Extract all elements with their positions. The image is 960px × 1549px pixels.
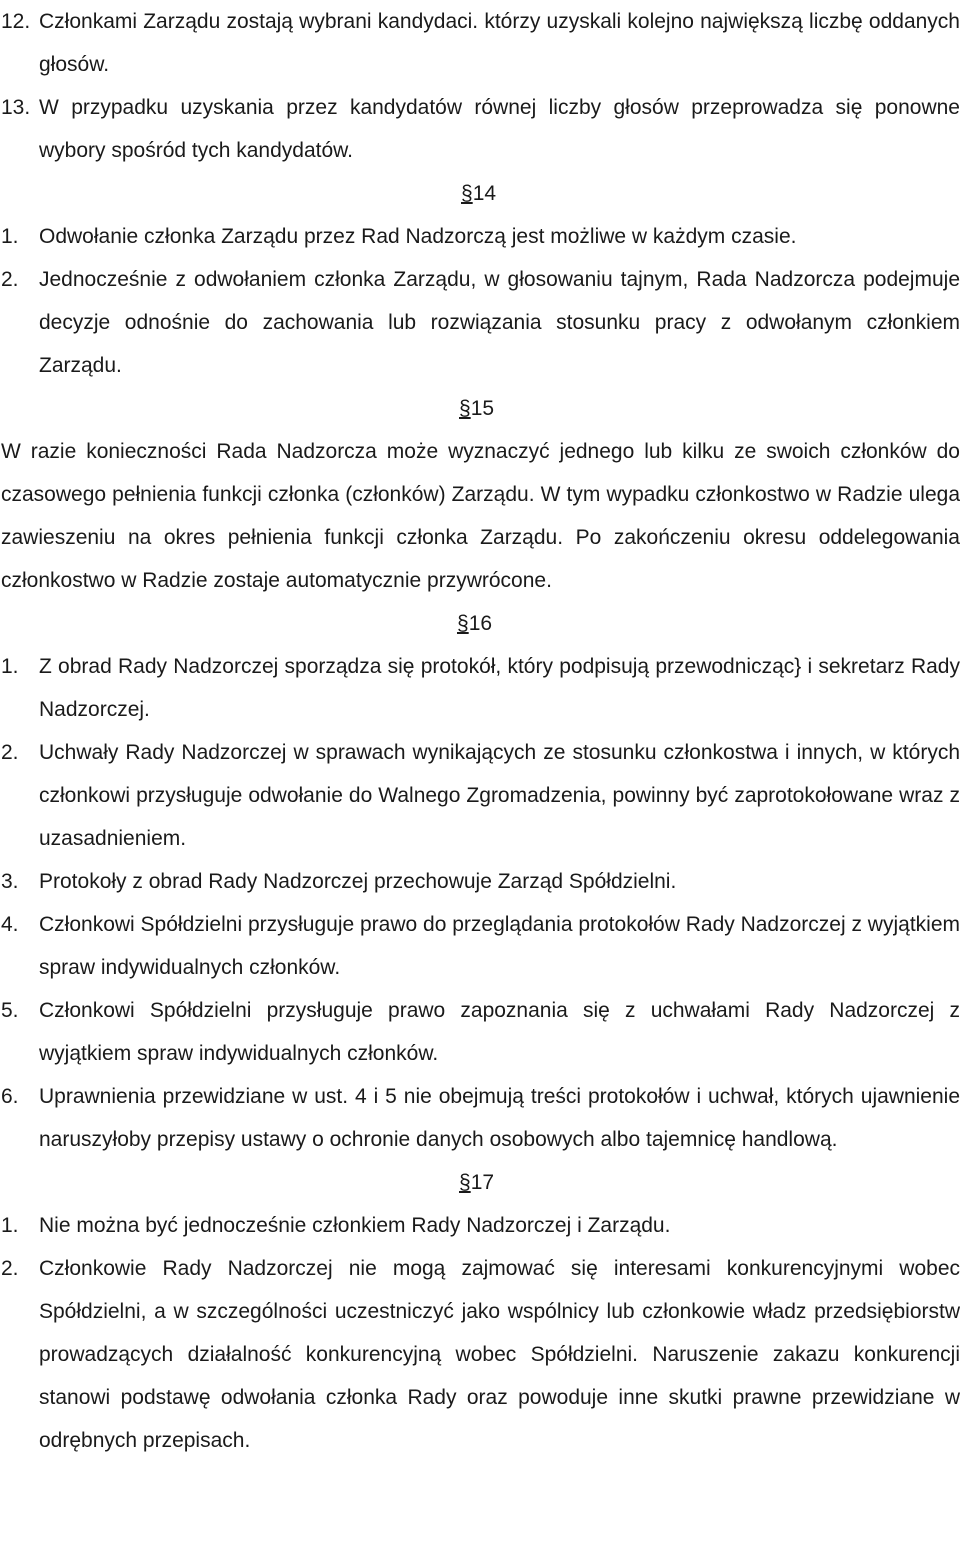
section-heading-16 bbox=[1, 602, 960, 645]
list-item bbox=[1, 0, 960, 86]
section-heading-17 bbox=[1, 1161, 960, 1204]
item-text: Członkowie Rady Nadzorczej nie mogą zajmować się interesami konkurencyjnymi wobec Spółdzielni, a w szczególności uczestniczyć jako wspólnicy lub członkowie władz przedsiębiorstw prowadzących działalność konkurencyjną wobec Spółdzielni. Naruszenie zakazu konkurencji stanowi podstawę odwołania członka Rady oraz powoduje inne skutki prawne przewidziane w odrębnych przepisach. bbox=[39, 1257, 960, 1452]
section-sign: § bbox=[461, 182, 473, 205]
list-item bbox=[1, 1075, 960, 1161]
section-heading-15 bbox=[1, 387, 960, 430]
item-number: 2. bbox=[1, 741, 19, 764]
item-number: 1. bbox=[1, 225, 19, 248]
list-item bbox=[1, 645, 960, 731]
list-item bbox=[1, 860, 960, 903]
item-number: 2. bbox=[1, 268, 19, 291]
section-paragraph: W razie konieczności Rada Nadzorcza może wyznaczyć jednego lub kilku ze swoich członków do czasowego pełnienia funkcji członka (członków) Zarządu. W tym wypadku członkostwo w Radzie ulega zawieszeniu na okres pełnienia funkcji członka Zarządu. Po zakończeniu okresu oddelegowania członkostwo w Radzie zostaje automatycznie przywrócone. bbox=[1, 440, 960, 592]
list-item bbox=[1, 1204, 960, 1247]
item-text: W przypadku uzyskania przez kandydatów równej liczby głosów przeprowadza się ponowne wybory spośród tych kandydatów. bbox=[39, 96, 960, 162]
list-item bbox=[1, 258, 960, 387]
section-number: 16 bbox=[468, 612, 493, 635]
list-item bbox=[1, 989, 960, 1075]
section-number: 14 bbox=[472, 182, 497, 205]
item-number: 1. bbox=[1, 655, 19, 678]
item-number: 5. bbox=[1, 999, 19, 1022]
section-number: 15 bbox=[470, 397, 495, 420]
item-text: Jednocześnie z odwołaniem członka Zarządu, w głosowaniu tajnym, Rada Nadzorcza podejmuje decyzje odnośnie do zachowania lub rozwiązania stosunku pracy z odwołanym członkiem Zarządu. bbox=[39, 268, 960, 377]
section-sign: § bbox=[459, 1171, 471, 1194]
item-number: 13. bbox=[1, 96, 31, 119]
section-number: 17 bbox=[470, 1171, 495, 1194]
item-text: Członkowi Spółdzielni przysługuje prawo zapoznania się z uchwałami Rady Nadzorczej z wyjątkiem spraw indywidualnych członków. bbox=[39, 999, 960, 1065]
item-text: Nie można być jednocześnie członkiem Rady Nadzorczej i Zarządu. bbox=[39, 1214, 671, 1237]
list-item bbox=[1, 86, 960, 172]
list-item bbox=[1, 215, 960, 258]
item-number: 12. bbox=[1, 10, 31, 33]
item-text: Z obrad Rady Nadzorczej sporządza się protokół, który podpisują przewodnicząc} i sekretarz Rady Nadzorczej. bbox=[39, 655, 960, 721]
item-text: Uchwały Rady Nadzorczej w sprawach wynikających ze stosunku członkostwa i innych, w których członkowi przysługuje odwołanie do Walnego Zgromadzenia, powinny być zaprotokołowane wraz z uzasadnieniem. bbox=[39, 741, 960, 850]
list-item bbox=[1, 731, 960, 860]
list-item bbox=[1, 903, 960, 989]
item-number: 1. bbox=[1, 1214, 19, 1237]
item-number: 3. bbox=[1, 870, 19, 893]
item-number: 6. bbox=[1, 1085, 19, 1108]
item-text: Odwołanie członka Zarządu przez Rad Nadzorczą jest możliwe w każdym czasie. bbox=[39, 225, 797, 248]
section-sign: § bbox=[459, 397, 471, 420]
item-text: Członkowi Spółdzielni przysługuje prawo do przeglądania protokołów Rady Nadzorczej z wyjątkiem spraw indywidualnych członków. bbox=[39, 913, 960, 979]
item-number: 4. bbox=[1, 913, 19, 936]
section-heading-14 bbox=[1, 172, 960, 215]
item-text: Uprawnienia przewidziane w ust. 4 i 5 nie obejmują treści protokołów i uchwał, których ujawnienie naruszyłoby przepisy ustawy o ochronie danych osobowych albo tajemnicę handlową. bbox=[39, 1085, 960, 1151]
item-text: Członkami Zarządu zostają wybrani kandydaci. którzy uzyskali kolejno największą liczbę oddanych głosów. bbox=[39, 10, 960, 76]
list-item bbox=[1, 1247, 960, 1462]
item-number: 2. bbox=[1, 1257, 19, 1280]
item-text: Protokoły z obrad Rady Nadzorczej przechowuje Zarząd Spółdzielni. bbox=[39, 870, 677, 893]
section-sign: § bbox=[457, 612, 469, 635]
